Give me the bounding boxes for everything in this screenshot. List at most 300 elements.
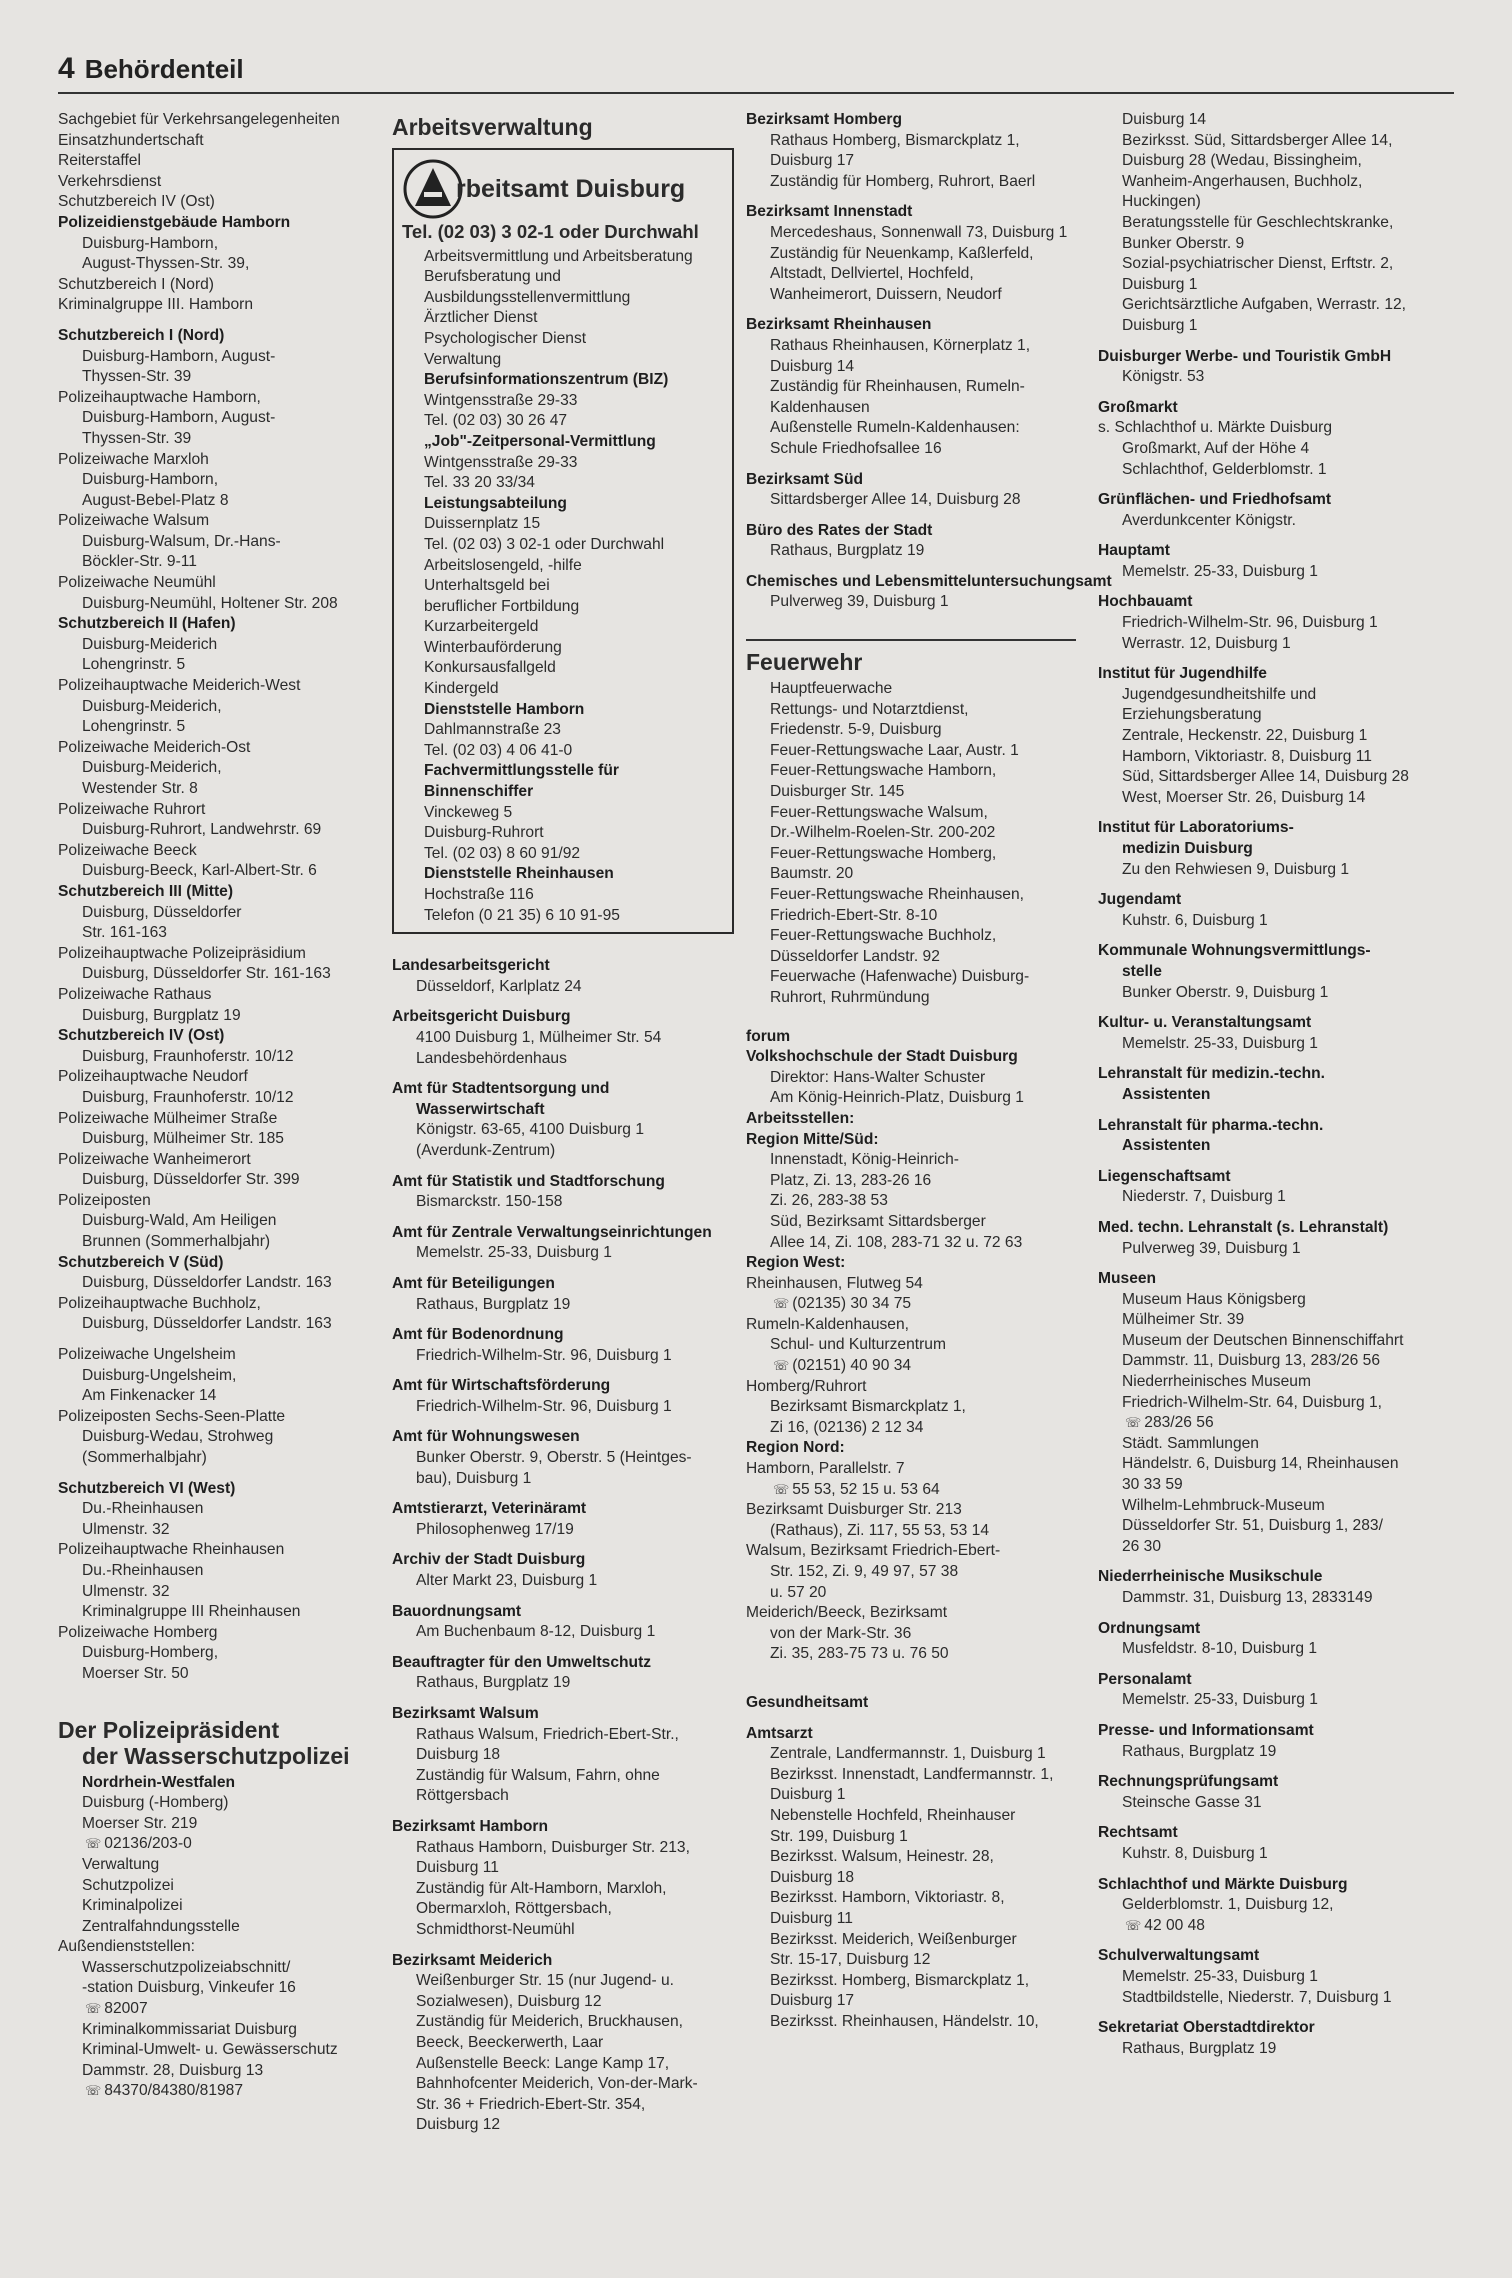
entry-detail: von der Mark-Str. 36 bbox=[770, 1624, 912, 1642]
entry-line: Polizeiwache Rathaus bbox=[58, 985, 212, 1003]
entry-line: Polizeiwache Meiderich-Ost bbox=[58, 738, 251, 756]
spacer bbox=[1098, 1813, 1458, 1823]
entry-heading: Schutzbereich VI (West) bbox=[58, 1479, 236, 1497]
entry-detail: Duisburg-Neumühl, Holtener Str. 208 bbox=[82, 594, 338, 612]
entry-heading: Ordnungsamt bbox=[1098, 1619, 1201, 1637]
entry-detail: Rettungs- und Notarztdienst, bbox=[770, 700, 969, 718]
entry-detail: Stadtbildstelle, Niederstr. 7, Duisburg 1 bbox=[1122, 1988, 1392, 2006]
entry-detail: Westender Str. 8 bbox=[82, 780, 198, 797]
entry-line: Polizeihauptwache Neudorf bbox=[58, 1068, 248, 1086]
spacer bbox=[1098, 1609, 1458, 1619]
entry-heading: Hauptamt bbox=[1098, 542, 1170, 560]
spacer bbox=[392, 1941, 732, 1951]
entry-detail: Bahnhofcenter Meiderich, Von-der-Mark- bbox=[416, 2075, 698, 2093]
entry-detail: Zuständig für Walsum, Fahrn, ohne bbox=[416, 1766, 660, 1784]
entry-line: Polizeihauptwache Polizeipräsidium bbox=[58, 944, 306, 962]
entry-heading: Amtsarzt bbox=[746, 1724, 813, 1742]
entry-detail: August-Bebel-Platz 8 bbox=[82, 491, 229, 509]
entry-detail: Memelstr. 25-33, Duisburg 1 bbox=[416, 1244, 612, 1262]
arbeitsverwaltung-heading: Arbeitsverwaltung bbox=[392, 114, 593, 140]
entry-detail: Platz, Zi. 13, 283-26 16 bbox=[770, 1171, 932, 1189]
arbeitsamt-logo-icon bbox=[402, 158, 464, 220]
entry-line: Tel. (02 03) 3 02-1 oder Durchwahl bbox=[424, 535, 665, 553]
page-header bbox=[58, 48, 1454, 94]
entry-line: Verkehrsdienst bbox=[58, 172, 162, 190]
telephone-icon: ☏ bbox=[1125, 1917, 1142, 1933]
entry-detail: Wilhelm-Lehmbruck-Museum bbox=[1122, 1496, 1325, 1514]
entry-detail: Nebenstelle Hochfeld, Rheinhauser bbox=[770, 1806, 1016, 1824]
section-heading: Der Polizeipräsident bbox=[58, 1716, 280, 1743]
entry-detail: Düsseldorf, Karlplatz 24 bbox=[416, 977, 582, 995]
entry-line: Wintgensstraße 29-33 bbox=[424, 453, 578, 471]
section-title: Behördenteil bbox=[84, 54, 244, 84]
entry-line: Polizeiwache Ungelsheim bbox=[58, 1346, 236, 1364]
entry-detail: Pulverweg 39, Duisburg 1 bbox=[770, 593, 949, 611]
spacer bbox=[1098, 1208, 1458, 1218]
entry-detail: Ruhrort, Ruhrmündung bbox=[770, 988, 930, 1006]
entry-heading: Nordrhein-Westfalen bbox=[82, 1773, 236, 1791]
entry-heading: Museen bbox=[1098, 1270, 1157, 1288]
spacer bbox=[1098, 1711, 1458, 1721]
entry-detail: Duisburg, Fraunhoferstr. 10/12 bbox=[82, 1088, 294, 1106]
entry-detail: Zentrale, Landfermannstr. 1, Duisburg 1 bbox=[770, 1745, 1046, 1763]
entry-detail: Feuer-Rettungswache Walsum, bbox=[770, 803, 988, 821]
entry-heading: Rechnungsprüfungsamt bbox=[1098, 1773, 1279, 1791]
entry-detail: Bezirksst. Hamborn, Viktoriastr. 8, bbox=[770, 1889, 1005, 1907]
entry-detail: Innenstadt, König-Heinrich- bbox=[770, 1151, 959, 1169]
entry-detail: Duisburg 14 bbox=[1122, 111, 1207, 128]
spacer bbox=[1098, 1003, 1458, 1013]
entry-heading: Großmarkt bbox=[1098, 398, 1178, 416]
entry-detail: Steinsche Gasse 31 bbox=[1122, 1793, 1262, 1811]
spacer bbox=[392, 1315, 732, 1325]
entry-detail: Lohengrinstr. 5 bbox=[82, 718, 186, 736]
entry-detail: Philosophenweg 17/19 bbox=[416, 1520, 574, 1538]
phone-number: (02151) 40 90 34 bbox=[792, 1357, 912, 1375]
entry-detail: Memelstr. 25-33, Duisburg 1 bbox=[1122, 562, 1318, 580]
entry-detail: Bezirksst. Innenstadt, Landfermannstr. 1, bbox=[770, 1765, 1054, 1783]
entry-heading: Rechtsamt bbox=[1098, 1824, 1178, 1842]
entry-heading: Presse- und Informationsamt bbox=[1098, 1721, 1314, 1739]
entry-heading: Bezirksamt Homberg bbox=[746, 111, 902, 128]
entry-detail: Feuer-Rettungswache Buchholz, bbox=[770, 927, 997, 945]
entry-heading: Bezirksamt Rheinhausen bbox=[746, 316, 932, 334]
entry-heading: Assistenten bbox=[1122, 1085, 1211, 1103]
entry-line: Wintgensstraße 29-33 bbox=[424, 391, 578, 409]
entry-detail: Averdunkcenter Königstr. bbox=[1122, 511, 1296, 529]
entry-heading: Amt für Wohnungswesen bbox=[392, 1428, 580, 1446]
entry-detail: Süd, Sittardsberger Allee 14, Duisburg 28 bbox=[1122, 768, 1409, 786]
spacer bbox=[58, 1685, 358, 1703]
spacer bbox=[392, 997, 732, 1007]
entry-detail: Bezirksst. Süd, Sittardsberger Allee 14, bbox=[1122, 131, 1393, 149]
telephone-icon: ☏ bbox=[85, 1836, 102, 1852]
entry-heading: Amt für Statistik und Stadtforschung bbox=[392, 1172, 665, 1190]
telephone-icon: ☏ bbox=[85, 2083, 102, 2099]
entry-detail: Weißenburger Str. 15 (nur Jugend- u. bbox=[416, 1972, 675, 1990]
entry-line: Duisburg-Ruhrort bbox=[424, 824, 544, 842]
entry-heading: Dienststelle Hamborn bbox=[424, 700, 585, 718]
entry-detail: Rathaus Homberg, Bismarckplatz 1, bbox=[770, 131, 1020, 149]
entry-heading: Bezirksamt Walsum bbox=[392, 1705, 539, 1722]
entry-detail: Duisburg, Mülheimer Str. 185 bbox=[82, 1130, 284, 1148]
entry-line: Hochstraße 116 bbox=[424, 886, 534, 903]
entry-detail: Rathaus, Burgplatz 19 bbox=[1122, 1742, 1277, 1760]
phone-number: (02135) 30 34 75 bbox=[792, 1295, 912, 1313]
entry-detail: Bezirksst. Walsum, Heinestr. 28, bbox=[770, 1848, 994, 1866]
entry-heading: Kultur- u. Veranstaltungsamt bbox=[1098, 1014, 1312, 1032]
entry-detail: Duisburg, Düsseldorfer Landstr. 163 bbox=[82, 1315, 332, 1333]
entry-detail: Beratungsstelle für Geschlechtskranke, bbox=[1122, 213, 1394, 231]
entry-line: Rumeln-Kaldenhausen, bbox=[746, 1315, 909, 1333]
entry-detail: Mülheimer Str. 39 bbox=[1122, 1311, 1245, 1329]
entry-line: Polizeiwache Ruhrort bbox=[58, 800, 206, 818]
spacer bbox=[392, 1069, 732, 1079]
entry-detail: Duisburg 17 bbox=[770, 152, 855, 170]
entry-detail: Huckingen) bbox=[1122, 193, 1201, 211]
entry-detail: Duisburg 18 bbox=[416, 1746, 501, 1764]
spacer bbox=[1098, 1054, 1458, 1064]
entry-line: Berufsberatung und bbox=[424, 268, 561, 286]
entry-detail: Kriminalpolizei bbox=[82, 1897, 183, 1915]
entry-heading: Amt für Beteiligungen bbox=[392, 1274, 555, 1292]
spacer bbox=[746, 1009, 1086, 1027]
telephone-icon: ☏ bbox=[773, 1296, 790, 1312]
spacer bbox=[1098, 808, 1458, 818]
entry-line: Polizeihauptwache Buchholz, bbox=[58, 1294, 261, 1312]
entry-heading: Berufsinformationszentrum (BIZ) bbox=[424, 371, 669, 389]
entry-detail: Duisburg 1 bbox=[1122, 316, 1198, 334]
telephone-icon: ☏ bbox=[773, 1481, 790, 1497]
entry-line: Konkursausfallgeld bbox=[424, 659, 556, 677]
entry-detail: Rathaus, Burgplatz 19 bbox=[770, 542, 925, 560]
entry-heading: Landesarbeitsgericht bbox=[392, 957, 550, 975]
entry-detail: Duisburg, Düsseldorfer Str. 399 bbox=[82, 1171, 300, 1189]
spacer bbox=[392, 1592, 732, 1602]
entry-detail: Duisburg-Ungelsheim, bbox=[82, 1366, 237, 1384]
entry-detail: Str. 161-163 bbox=[82, 924, 167, 942]
section-heading: der Wasserschutzpolizei bbox=[82, 1742, 350, 1769]
entry-detail: Zuständig für Alt-Hamborn, Marxloh, bbox=[416, 1879, 667, 1897]
spacer bbox=[392, 1417, 732, 1427]
entry-detail: Duisburg-Ruhrort, Landwehrstr. 69 bbox=[82, 821, 322, 839]
entry-heading: Region Mitte/Süd: bbox=[746, 1130, 879, 1148]
entry-heading: Assistenten bbox=[1122, 1137, 1211, 1155]
entry-line: Rheinhausen, Flutweg 54 bbox=[746, 1274, 923, 1292]
telephone-icon: ☏ bbox=[1125, 1415, 1142, 1431]
entry-detail: Bunker Oberstr. 9, Duisburg 1 bbox=[1122, 983, 1329, 1001]
spacer bbox=[392, 1540, 732, 1550]
entry-heading: Bezirksamt Hamborn bbox=[392, 1817, 548, 1835]
entry-detail: Duisburg 12 bbox=[416, 2116, 501, 2134]
entry-detail: Duisburg 17 bbox=[770, 1992, 855, 2010]
entry-detail: Rathaus Hamborn, Duisburger Str. 213, bbox=[416, 1838, 690, 1856]
entry-heading: Archiv der Stadt Duisburg bbox=[392, 1551, 586, 1569]
entry-heading: Hochbauamt bbox=[1098, 593, 1193, 611]
entry-heading: Institut für Laboratoriums- bbox=[1098, 819, 1294, 837]
spacer bbox=[1098, 388, 1458, 398]
entry-heading: Lehranstalt für medizin.-techn. bbox=[1098, 1065, 1326, 1083]
entry-detail: Am König-Heinrich-Platz, Duisburg 1 bbox=[770, 1089, 1024, 1107]
entry-detail: Wanheim-Angerhausen, Buchholz, bbox=[1122, 172, 1363, 190]
entry-detail: Friedrich-Wilhelm-Str. 96, Duisburg 1 bbox=[1122, 614, 1378, 632]
entry-detail: Rathaus Walsum, Friedrich-Ebert-Str., bbox=[416, 1725, 679, 1743]
entry-detail: Kriminalkommissariat Duisburg bbox=[82, 2020, 297, 2038]
entry-detail: Ulmenstr. 32 bbox=[82, 1582, 170, 1600]
entry-detail: Zuständig für Rheinhausen, Rumeln- bbox=[770, 378, 1025, 396]
entry-detail: Mercedeshaus, Sonnenwall 73, Duisburg 1 bbox=[770, 223, 1068, 241]
entry-detail: Duisburg 1 bbox=[1122, 275, 1198, 293]
entry-line: Polizeiwache Homberg bbox=[58, 1623, 218, 1641]
spacer bbox=[746, 460, 1086, 470]
entry-heading: Lehranstalt für pharma.-techn. bbox=[1098, 1116, 1324, 1134]
entry-detail: Bismarckstr. 150-158 bbox=[416, 1193, 563, 1211]
entry-line: Meiderich/Beeck, Bezirksamt bbox=[746, 1604, 948, 1622]
entry-detail: Duisburg-Wedau, Strohweg bbox=[82, 1428, 274, 1446]
phone-entry bbox=[58, 1834, 358, 1855]
entry-detail: Süd, Bezirksamt Sittardsberger bbox=[770, 1212, 986, 1230]
entry-heading: Liegenschaftsamt bbox=[1098, 1167, 1231, 1185]
entry-detail: Beeck, Beeckerwerth, Laar bbox=[416, 2033, 604, 2051]
spacer bbox=[392, 1489, 732, 1499]
entry-detail: Feuer-Rettungswache Homberg, bbox=[770, 844, 997, 862]
phone-number: 84370/84380/81987 bbox=[104, 2082, 244, 2100]
entry-detail: Museum Haus Königsberg bbox=[1122, 1290, 1306, 1308]
entry-detail: Duisburg-Hamborn, bbox=[82, 471, 219, 489]
entry-detail: Rathaus, Burgplatz 19 bbox=[416, 1674, 571, 1692]
phone-number: 283/26 56 bbox=[1144, 1414, 1214, 1432]
entry-heading: forum bbox=[746, 1027, 791, 1045]
spacer bbox=[1098, 654, 1458, 664]
entry-detail: Ulmenstr. 32 bbox=[82, 1520, 170, 1538]
entry-detail: Kuhstr. 8, Duisburg 1 bbox=[1122, 1844, 1268, 1862]
entry-detail: Str. 152, Zi. 9, 49 97, 57 38 bbox=[770, 1563, 959, 1580]
entry-heading: Volkshochschule der Stadt Duisburg bbox=[746, 1048, 1018, 1066]
entry-detail: Feuer-Rettungswache Laar, Austr. 1 bbox=[770, 741, 1019, 759]
phone-number: 42 00 48 bbox=[1144, 1916, 1205, 1934]
entry-detail: Schul- und Kulturzentrum bbox=[770, 1336, 946, 1354]
entry-detail: Duisburg-Meiderich, bbox=[82, 759, 222, 777]
spacer bbox=[392, 1213, 732, 1223]
entry-line: Polizeiwache Beeck bbox=[58, 841, 197, 859]
section-heading: Feuerwehr bbox=[746, 649, 863, 676]
entry-heading: Arbeitsstellen: bbox=[746, 1109, 855, 1127]
spacer bbox=[1098, 1762, 1458, 1772]
entry-detail: Verwaltung bbox=[82, 1855, 160, 1873]
spacer bbox=[392, 1643, 732, 1653]
entry-heading: Jugendamt bbox=[1098, 891, 1182, 909]
entry-heading: Sekretariat Oberstadtdirektor bbox=[1098, 2019, 1315, 2037]
entry-line: Tel. (02 03) 4 06 41-0 bbox=[424, 741, 573, 759]
entry-line: Kurzarbeitergeld bbox=[424, 618, 539, 636]
entry-detail: bau), Duisburg 1 bbox=[416, 1469, 532, 1487]
spacer bbox=[746, 1665, 1086, 1683]
entry-detail: Zuständig für Homberg, Ruhrort, Baerl bbox=[770, 172, 1036, 190]
entry-line: Sachgebiet für Verkehrsangelegenheiten bbox=[58, 111, 340, 128]
entry-detail: Außenstelle Rumeln-Kaldenhausen: bbox=[770, 419, 1020, 437]
entry-line: Walsum, Bezirksamt Friedrich-Ebert- bbox=[746, 1542, 1001, 1560]
phone-number: 55 53, 52 15 u. 53 64 bbox=[792, 1480, 940, 1498]
entry-detail: Duisburg-Hamborn, August- bbox=[82, 409, 276, 427]
entry-detail: Jugendgesundheitshilfe und bbox=[1122, 685, 1317, 703]
entry-line: Tel. 33 20 33/34 bbox=[424, 474, 535, 492]
entry-line: Ärztlicher Dienst bbox=[424, 309, 538, 327]
entry-heading: „Job"-Zeitpersonal-Vermittlung bbox=[424, 432, 656, 450]
entry-detail: Am Buchenbaum 8-12, Duisburg 1 bbox=[416, 1623, 656, 1641]
entry-heading: Gesundheitsamt bbox=[746, 1693, 869, 1711]
entry-detail: Rathaus Rheinhausen, Körnerplatz 1, bbox=[770, 336, 1031, 354]
entry-detail: Duisburg-Hamborn, bbox=[82, 234, 219, 252]
entry-line: Homberg/Ruhrort bbox=[746, 1377, 867, 1395]
entry-detail: Allee 14, Zi. 108, 283-71 32 u. 72 63 bbox=[770, 1233, 1023, 1251]
entry-heading: Binnenschiffer bbox=[424, 783, 534, 801]
entry-detail: Rathaus, Burgplatz 19 bbox=[1122, 2039, 1277, 2057]
entry-detail: Zentralfahndungsstelle bbox=[82, 1917, 240, 1935]
entry-detail: Duisburg 1 bbox=[770, 1786, 846, 1804]
section-rule bbox=[746, 639, 1076, 641]
entry-detail: Obermarxloh, Röttgersbach, bbox=[416, 1900, 612, 1918]
entry-line: Außendienststellen: bbox=[58, 1938, 195, 1956]
entry-heading: Schutzbereich I (Nord) bbox=[58, 326, 225, 344]
entry-detail: Hamborn, Viktoriastr. 8, Duisburg 11 bbox=[1122, 747, 1372, 765]
entry-detail: Hauptfeuerwache bbox=[770, 680, 893, 698]
entry-detail: Direktor: Hans-Walter Schuster bbox=[770, 1068, 986, 1086]
entry-heading: Niederrheinische Musikschule bbox=[1098, 1568, 1323, 1586]
spacer bbox=[392, 946, 732, 956]
entry-heading: Schutzbereich II (Hafen) bbox=[58, 615, 236, 633]
spacer bbox=[746, 192, 1086, 202]
entry-heading: Kommunale Wohnungsvermittlungs- bbox=[1098, 942, 1371, 960]
entry-detail: Moerser Str. 50 bbox=[82, 1664, 189, 1682]
entry-detail: Duisburg, Düsseldorfer Landstr. 163 bbox=[82, 1274, 332, 1292]
entry-detail: Großmarkt, Auf der Höhe 4 bbox=[1122, 439, 1310, 457]
arbeitsamt-name: rbeitsamt Duisburg bbox=[456, 174, 686, 203]
entry-detail: Str. 36 + Friedrich-Ebert-Str. 354, bbox=[416, 2095, 646, 2113]
entry-detail: Bunker Oberstr. 9 bbox=[1122, 234, 1245, 252]
entry-detail: Bezirksst. Meiderich, Weißenburger bbox=[770, 1930, 1017, 1948]
spacer bbox=[746, 562, 1086, 572]
entry-detail: Memelstr. 25-33, Duisburg 1 bbox=[1122, 1967, 1318, 1985]
entry-detail: Duisburg-Walsum, Dr.-Hans- bbox=[82, 532, 281, 550]
entry-detail: Duisburg-Hamborn, August- bbox=[82, 347, 276, 365]
spacer bbox=[392, 1694, 732, 1704]
entry-detail: Sittardsberger Allee 14, Duisburg 28 bbox=[770, 491, 1021, 509]
entry-heading: Duisburger Werbe- und Touristik GmbH bbox=[1098, 347, 1392, 365]
entry-detail: Duisburg-Meiderich, bbox=[82, 697, 222, 715]
arbeitsamt-phone: Tel. (02 03) 3 02-1 oder Durchwahl bbox=[402, 221, 699, 242]
entry-detail: Zuständig für Neuenkamp, Kaßlerfeld, bbox=[770, 244, 1034, 262]
entry-detail: Düsseldorfer Landstr. 92 bbox=[770, 947, 940, 965]
entry-detail: Memelstr. 25-33, Duisburg 1 bbox=[1122, 1691, 1318, 1709]
entry-detail: Bezirksst. Homberg, Bismarckplatz 1, bbox=[770, 1971, 1030, 1989]
entry-detail: (Sommerhalbjahr) bbox=[82, 1449, 207, 1466]
entry-detail: Feuer-Rettungswache Hamborn, bbox=[770, 762, 997, 780]
entry-detail: Bunker Oberstr. 9, Oberstr. 5 (Heintges- bbox=[416, 1449, 692, 1467]
entry-detail: 26 30 bbox=[1122, 1537, 1162, 1555]
entry-detail: Dammstr. 11, Duisburg 13, 283/26 56 bbox=[1122, 1352, 1381, 1370]
entry-detail: Böckler-Str. 9-11 bbox=[82, 553, 197, 571]
entry-detail: Niederstr. 7, Duisburg 1 bbox=[1122, 1188, 1286, 1206]
spacer bbox=[1098, 1157, 1458, 1167]
entry-detail: Wasserschutzpolizeiabschnitt/ bbox=[82, 1958, 291, 1976]
entry-line: Reiterstaffel bbox=[58, 152, 141, 170]
entry-detail: Händelstr. 6, Duisburg 14, Rheinhausen bbox=[1122, 1455, 1399, 1473]
entry-detail: Königstr. 63-65, 4100 Duisburg 1 bbox=[416, 1121, 644, 1139]
entry-heading: Leistungsabteilung bbox=[424, 494, 567, 512]
entry-heading: Region Nord: bbox=[746, 1439, 845, 1457]
spacer bbox=[1098, 337, 1458, 347]
entry-detail: Du.-Rheinhausen bbox=[82, 1561, 204, 1579]
entry-line: Ausbildungsstellenvermittlung bbox=[424, 288, 631, 306]
spacer bbox=[1098, 1865, 1458, 1875]
entry-detail: West, Moerser Str. 26, Duisburg 14 bbox=[1122, 788, 1366, 806]
entry-detail: Duisburg-Wald, Am Heiligen bbox=[82, 1212, 277, 1230]
entry-line: Polizeiwache Mülheimer Straße bbox=[58, 1109, 278, 1127]
entry-detail: Schule Friedhofsallee 16 bbox=[770, 439, 942, 457]
entry-detail: Str. 15-17, Duisburg 12 bbox=[770, 1951, 931, 1969]
entry-detail: Duisburg-Meiderich bbox=[82, 635, 218, 653]
entry-detail: Altstadt, Dellviertel, Hochfeld, bbox=[770, 265, 974, 283]
phone-entry bbox=[58, 2081, 358, 2102]
spacer bbox=[1098, 582, 1458, 592]
entry-detail: Friedenstr. 5-9, Duisburg bbox=[770, 721, 942, 739]
column-1 bbox=[58, 110, 358, 2102]
entry-detail: Str. 199, Duisburg 1 bbox=[770, 1827, 908, 1845]
entry-detail: (Averdunk-Zentrum) bbox=[416, 1141, 556, 1159]
entry-heading: Med. techn. Lehranstalt (s. Lehranstalt) bbox=[1098, 1218, 1389, 1236]
entry-detail: Sozial-psychiatrischer Dienst, Erftstr. 2, bbox=[1122, 255, 1394, 273]
entry-line: Verwaltung bbox=[424, 350, 502, 368]
entry-heading: medizin Duisburg bbox=[1122, 840, 1253, 857]
phone-entry bbox=[746, 1356, 1086, 1377]
entry-line: Polizeiwache Marxloh bbox=[58, 450, 209, 468]
entry-detail: August-Thyssen-Str. 39, bbox=[82, 255, 250, 273]
entry-heading: Institut für Jugendhilfe bbox=[1098, 665, 1267, 683]
phone-entry bbox=[746, 1294, 1086, 1315]
entry-detail: Bezirksamt Bismarckplatz 1, bbox=[770, 1398, 966, 1416]
entry-detail: Zentrale, Heckenstr. 22, Duisburg 1 bbox=[1122, 727, 1368, 745]
entry-heading: Bezirksamt Meiderich bbox=[392, 1951, 553, 1969]
entry-detail: Moerser Str. 219 bbox=[82, 1814, 198, 1832]
entry-heading: Schlachthof und Märkte Duisburg bbox=[1098, 1875, 1348, 1893]
entry-detail: Dammstr. 28, Duisburg 13 bbox=[82, 2061, 264, 2079]
entry-line: Duissernplatz 15 bbox=[424, 515, 541, 533]
entry-heading: stelle bbox=[1122, 962, 1162, 980]
entry-detail: Schmidthorst-Neumühl bbox=[416, 1920, 575, 1938]
page-number: 4 bbox=[58, 52, 75, 85]
spacer bbox=[746, 305, 1086, 315]
entry-line: Schutzbereich IV (Ost) bbox=[58, 193, 215, 211]
entry-detail: Dammstr. 31, Duisburg 13, 2833149 bbox=[1122, 1589, 1373, 1606]
entry-detail: Rathaus, Burgplatz 19 bbox=[416, 1295, 571, 1313]
spacer bbox=[746, 511, 1086, 521]
entry-detail: Friedrich-Wilhelm-Str. 96, Duisburg 1 bbox=[416, 1397, 672, 1415]
entry-line: Einsatzhundertschaft bbox=[58, 131, 204, 149]
entry-detail: Zi. 26, 283-38 53 bbox=[770, 1192, 888, 1210]
column-2-list bbox=[392, 946, 732, 2136]
spacer bbox=[58, 316, 358, 326]
spacer bbox=[392, 1264, 732, 1274]
entry-detail: Landesbehördenhaus bbox=[416, 1049, 567, 1067]
phone-number: 82007 bbox=[104, 2000, 148, 2018]
spacer bbox=[392, 1162, 732, 1172]
entry-detail: 4100 Duisburg 1, Mülheimer Str. 54 bbox=[416, 1028, 662, 1046]
entry-heading: Chemisches und Lebensmitteluntersuchungsamt bbox=[746, 572, 1112, 590]
entry-detail: Zi 16, (02136) 2 12 34 bbox=[770, 1418, 924, 1436]
entry-detail: Pulverweg 39, Duisburg 1 bbox=[1122, 1239, 1301, 1257]
entry-detail: Baumstr. 20 bbox=[770, 865, 854, 883]
spacer bbox=[58, 1469, 358, 1479]
